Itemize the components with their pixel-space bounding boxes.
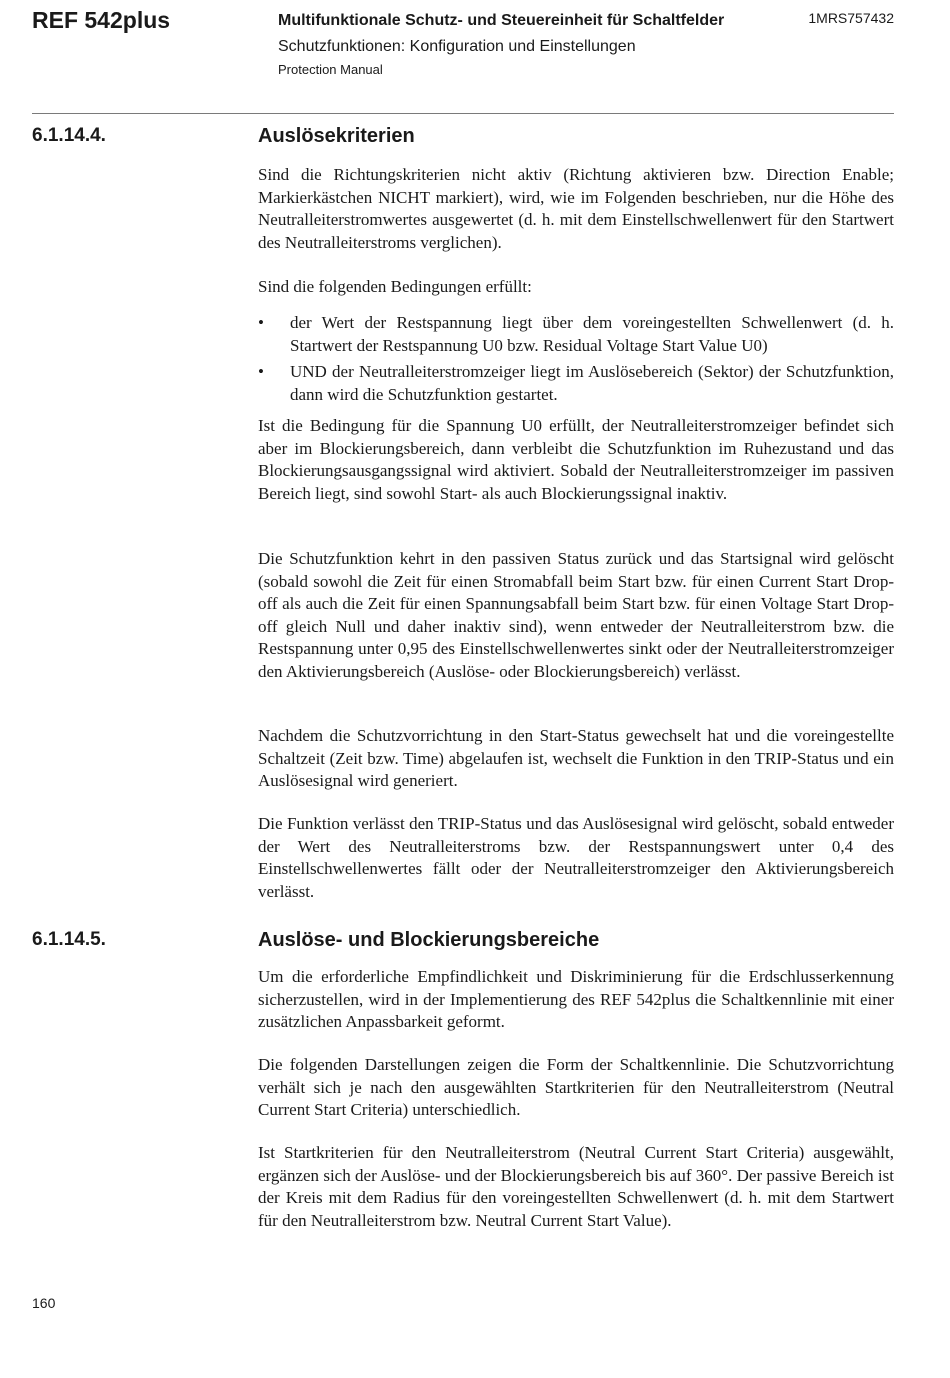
- paragraph: Die folgenden Darstellungen zeigen die Form der Schaltkennlinie. Die Schutzvorrichtung verhält sich je nach den ausgewählten Startkriterien für den Neutralleiterstrom (Neutral Current Start Criteria) unterschiedlich.: [258, 1055, 894, 1119]
- list-item-text: UND der Neutralleiterstromzeiger liegt im Auslösebereich (Sektor) der Schutzfunktion, dann wird die Schutzfunktion gestartet.: [290, 362, 894, 404]
- bullet-icon: •: [258, 313, 264, 332]
- paragraph: Die Funktion verlässt den TRIP-Status und das Auslösesignal wird gelöscht, sobald entweder der Wert des Neutralleiterstroms bzw. der Restspannungswert unter 0,4 des Einstellschwellenwertes fällt oder der Neutralleiterstromzeiger den Aktivierungsbereich verlässt.: [258, 814, 894, 901]
- header-manual-name: Protection Manual: [278, 62, 383, 77]
- paragraph: Ist Startkriterien für den Neutralleiterstrom (Neutral Current Start Criteria) ausgewählt, ergänzen sich der Auslöse- und der Blockierungsbereich bis auf 360°. Der passive Bereich ist der Kreis mit dem Radius für den voreingestellten Schwellenwert (d. h. mit dem Startwert für den Neutralleiterstrom bzw. Neutral Current Start Value).: [258, 1143, 894, 1230]
- section-body: [258, 415, 894, 505]
- paragraph: Sind die folgenden Bedingungen erfüllt:: [258, 277, 532, 296]
- section-number: 6.1.14.4.: [32, 125, 106, 146]
- header-title: Multifunktionale Schutz- und Steuereinheit für Schaltfelder: [278, 12, 725, 29]
- section-title: Auslösekriterien: [258, 125, 415, 147]
- section-body: [258, 1054, 894, 1122]
- section-body: [258, 276, 894, 299]
- paragraph: Nachdem die Schutzvorrichtung in den Start-Status gewechselt hat und die voreingestellte Schaltzeit (Zeit bzw. Time) abgelaufen ist, wechselt die Funktion in den TRIP-Status und ein Auslösesignal wird generiert.: [258, 726, 894, 790]
- bullet-list: [258, 312, 894, 406]
- paragraph: Sind die Richtungskriterien nicht aktiv (Richtung aktivieren bzw. Direction Enable; Markierkästchen NICHT markiert), wird, wie im Folgenden beschrieben, nur die Höhe des Neutralleiterstromwertes ausgewertet (d. h. mit dem Einstellschwellenwert für den Startwert des Neutralleiterstroms verglichen).: [258, 165, 894, 252]
- section-body: [258, 966, 894, 1034]
- bullet-icon: •: [258, 362, 264, 381]
- section-body: [258, 725, 894, 793]
- paragraph: Um die erforderliche Empfindlichkeit und Diskriminierung für die Erdschlusserkennung sicherzustellen, wird in der Implementierung des REF 542plus die Schaltkennlinie mit einer zusätzlichen Anpassbarkeit geformt.: [258, 967, 894, 1031]
- header-divider: [32, 113, 894, 114]
- list-item: [258, 312, 894, 357]
- header-title-block: [278, 8, 758, 80]
- header-document-id: 1MRS757432: [808, 10, 894, 26]
- section-number: 6.1.14.5.: [32, 929, 106, 950]
- header-subtitle: Schutzfunktionen: Konfiguration und Einstellungen: [278, 38, 636, 55]
- list-item-text: der Wert der Restspannung liegt über dem voreingestellten Schwellenwert (d. h. Startwert der Restspannung U0 bzw. Residual Voltage Start Value U0): [290, 313, 894, 355]
- section-body: [258, 164, 894, 254]
- header-product-name: REF 542plus: [32, 7, 171, 33]
- paragraph: Ist die Bedingung für die Spannung U0 erfüllt, der Neutralleiterstromzeiger befindet sich aber im Blockierungsbereich, dann verbleibt die Schutzfunktion im Ruhezustand und das Blockierungsausgangssignal wird aktiviert. Sobald der Neutralleiterstromzeiger im passiven Bereich liegt, sind sowohl Start- als auch Blockierungssignal inaktiv.: [258, 416, 894, 503]
- paragraph: Die Schutzfunktion kehrt in den passiven Status zurück und das Startsignal wird gelöscht (sobald sowohl die Zeit für einen Stromabfall beim Start bzw. für einen Current Start Drop-off als auch die Zeit für einen Spannungsabfall beim Start bzw. für einen Voltage Start Drop-off gleich Null und daher inaktiv sind), wenn entweder der Neutralleiterstrom bzw. die Restspannung unter 0,95 des Einstellschwellenwertes sinkt oder der Neutralleiterstromzeiger den Aktivierungsbereich (Auslöse- oder Blockierungsbereich) verlässt.: [258, 549, 894, 681]
- section-body: [258, 548, 894, 683]
- section-body: [258, 1142, 894, 1232]
- list-item: [258, 361, 894, 406]
- section-body: [258, 813, 894, 903]
- section-title: Auslöse- und Blockierungsbereiche: [258, 929, 600, 951]
- page-number: 160: [32, 1295, 56, 1311]
